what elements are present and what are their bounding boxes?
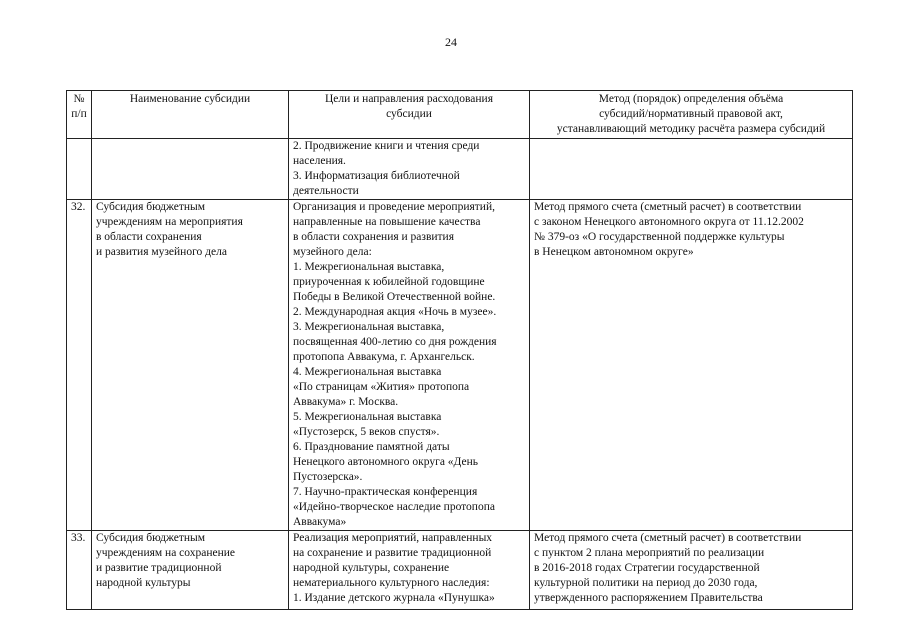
cell-goals bbox=[289, 200, 530, 531]
cell-text-line: в 2016-2018 годах Стратегии государственной bbox=[534, 562, 760, 574]
cell-text-line: и развития музейного дела bbox=[96, 246, 227, 258]
cell-text-line: народной культуры bbox=[96, 577, 191, 589]
cell-text-line: 4. Межрегиональная выставка bbox=[293, 366, 442, 378]
cell-text-line: Субсидия бюджетным bbox=[96, 532, 206, 544]
cell-text-line: протопопа Аввакума, г. Архангельск. bbox=[293, 351, 475, 363]
cell-number bbox=[67, 200, 92, 531]
header-number bbox=[67, 91, 92, 139]
cell-text-line: Организация и проведение мероприятий, bbox=[293, 201, 495, 213]
cell-text-line: устанавливающий методику расчёта размера субсидий bbox=[556, 123, 826, 135]
cell-text-line: в Ненецком автономном округе» bbox=[534, 246, 694, 258]
cell-text-line: с законом Ненецкого автономного округа от 11.12.2002 bbox=[534, 216, 804, 228]
page-number: 24 bbox=[445, 35, 457, 49]
cell-text-line: Цели и направления расходования bbox=[324, 93, 494, 105]
cell-text-line: направленные на повышение качества bbox=[293, 216, 481, 228]
cell-text-line: 32. bbox=[71, 201, 86, 213]
cell-text-line: и развитие традиционной bbox=[96, 562, 222, 574]
cell-text-line: деятельности bbox=[293, 185, 359, 197]
cell-text-line: 2. Продвижение книги и чтения среди bbox=[293, 140, 480, 152]
cell-text-line: Метод (порядок) определения объёма bbox=[598, 93, 784, 105]
cell-text-line: культурной политики на период до 2030 года, bbox=[534, 577, 758, 589]
cell-text-line: нематериального культурного наследия: bbox=[293, 577, 490, 589]
cell-method bbox=[530, 531, 853, 610]
cell-text-line: «Пустозерск, 5 веков спустя». bbox=[293, 426, 440, 438]
cell-text-line: Метод прямого счета (сметный расчет) в соответствии bbox=[534, 201, 802, 213]
cell-text-line: учреждениям на мероприятия bbox=[96, 216, 243, 228]
cell-text-line: 3. Информатизация библиотечной bbox=[293, 170, 460, 182]
cell-text-line: учреждениям на сохранение bbox=[96, 547, 236, 559]
cell-method bbox=[530, 139, 853, 200]
table-row-32 bbox=[67, 200, 853, 531]
cell-text-line: Аввакума» г. Москва. bbox=[293, 396, 399, 408]
cell-text-line: 6. Празднование памятной даты bbox=[293, 441, 450, 453]
cell-text-line: Реализация мероприятий, направленных bbox=[293, 532, 493, 544]
cell-text-line: Пустозерска». bbox=[293, 471, 363, 483]
cell-text-line: № 379-оз «О государственной поддержке культуры bbox=[534, 231, 785, 243]
table-header-row bbox=[67, 91, 853, 139]
cell-text-line: 3. Межрегиональная выставка, bbox=[293, 321, 445, 333]
header-goals bbox=[289, 91, 530, 139]
cell-text-line: 1. Издание детского журнала «Пунушка» bbox=[293, 592, 495, 604]
cell-text-line: на сохранение и развитие традиционной bbox=[293, 547, 492, 559]
cell-text-line: 1. Межрегиональная выставка, bbox=[293, 261, 445, 273]
cell-text-line: «Идейно-творческое наследие протопопа bbox=[293, 501, 495, 513]
header-name bbox=[92, 91, 289, 139]
cell-text-line: приуроченная к юбилейной годовщине bbox=[293, 276, 485, 288]
cell-text-line: Ненецкого автономного округа «День bbox=[293, 456, 479, 468]
cell-text-line: 5. Межрегиональная выставка bbox=[293, 411, 442, 423]
cell-text-line: народной культуры, сохранение bbox=[293, 562, 450, 574]
cell-name bbox=[92, 200, 289, 531]
cell-name bbox=[92, 139, 289, 200]
cell-text-line: Наименование субсидии bbox=[129, 93, 251, 105]
table-row-continuation bbox=[67, 139, 853, 200]
cell-text-line: «По страницам «Жития» протопопа bbox=[293, 381, 470, 393]
cell-text-line: субсидий/нормативный правовой акт, bbox=[599, 108, 783, 120]
cell-text-line: в области сохранения и развития bbox=[293, 231, 455, 243]
cell-text-line: 33. bbox=[71, 532, 86, 544]
subsidies-table bbox=[66, 90, 853, 610]
cell-text-line: в области сохранения bbox=[96, 231, 202, 243]
cell-goals bbox=[289, 139, 530, 200]
cell-text-line: Субсидия бюджетным bbox=[96, 201, 206, 213]
header-method bbox=[530, 91, 853, 139]
cell-text-line: посвященная 400-летию со дня рождения bbox=[293, 336, 497, 348]
cell-goals bbox=[289, 531, 530, 610]
cell-number bbox=[67, 139, 92, 200]
cell-text-line: 2. Международная акция «Ночь в музее». bbox=[293, 306, 497, 318]
cell-text-line: Аввакума» bbox=[293, 516, 347, 528]
cell-text-line: с пунктом 2 плана мероприятий по реализации bbox=[534, 547, 765, 559]
cell-text-line: № bbox=[73, 93, 85, 105]
cell-text-line: Победы в Великой Отечественной войне. bbox=[293, 291, 496, 303]
cell-name bbox=[92, 531, 289, 610]
cell-text-line: субсидии bbox=[386, 108, 432, 120]
cell-text-line: Метод прямого счета (сметный расчет) в соответствии bbox=[534, 532, 802, 544]
cell-text-line: 7. Научно-практическая конференция bbox=[293, 486, 478, 498]
cell-method bbox=[530, 200, 853, 531]
cell-text-line: музейного дела: bbox=[293, 246, 372, 258]
cell-text-line: населения. bbox=[293, 155, 346, 167]
table-row-33 bbox=[67, 531, 853, 610]
cell-text-line: п/п bbox=[71, 108, 87, 120]
cell-text-line: утвержденного распоряжением Правительства bbox=[534, 592, 763, 604]
cell-number bbox=[67, 531, 92, 610]
